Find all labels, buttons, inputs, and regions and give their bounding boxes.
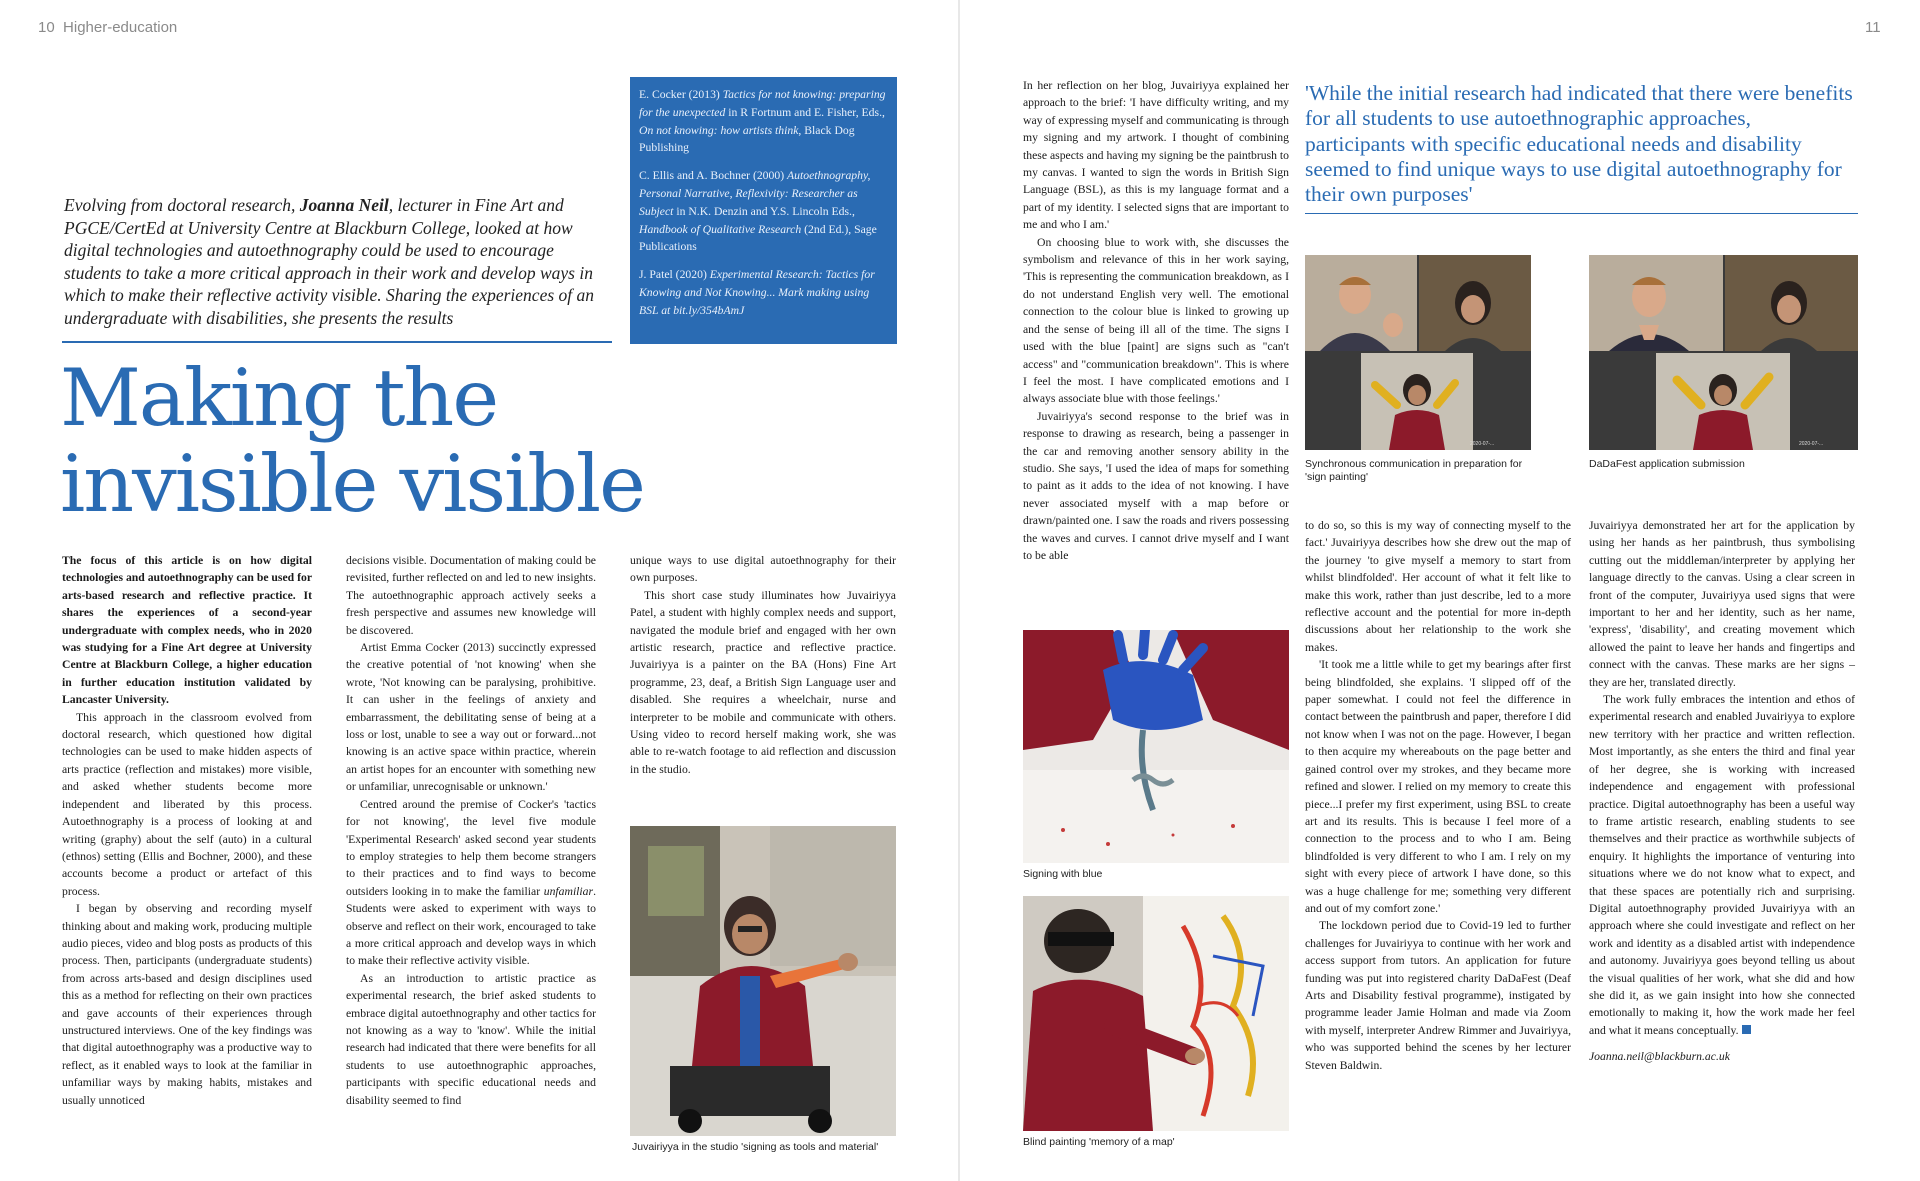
body-column-1	[62, 552, 312, 1109]
blind-painting-photo	[1023, 896, 1289, 1131]
body-paragraph: This short case study illuminates how Juvairiyya Patel, a student with highly complex needs and support, navigated the module brief and engaged with her own artistic research, practice and reflective practice. Juvairiyya is a painter on the BA (Hons) Fine Art programme, 23, deaf, a British Sign Language user and disabled. She requires a wheelchair, nurse and interpreter to be mobile and communicate with others. Using video to record herself making work, she was able to re-watch footage to aid reflection and discussion in the studio.	[630, 588, 896, 776]
signing-blue-caption: Signing with blue	[1023, 868, 1103, 880]
reference-item: C. Ellis and A. Bochner (2000) Autoethnography, Personal Narrative, Reflexivity: Researcher as Subject in N.K. Denzin and Y.S. Lincoln Eds., Handbook of Qualitative Research (2nd Ed.), Sage Publications	[639, 169, 877, 254]
body-column-3	[630, 552, 896, 778]
body-paragraph: As an introduction to artistic practice as experimental research, the brief asked students to embrace digital autoethnography and other tactics for not knowing as a way to 'know'. While the initial research had indicated that there were benefits for all students to use autoethnographic approaches, participants with specific educational needs and disability seemed to find	[346, 971, 596, 1107]
reference-item: J. Patel (2020) Experimental Research: Tactics for Knowing and Not Knowing... Mark making using BSL at bit.ly/354bAmJ	[639, 268, 875, 317]
studio-photo	[630, 826, 896, 1136]
end-mark-icon	[1742, 1025, 1751, 1034]
page-number-left: 10	[38, 19, 55, 36]
body-paragraph: to do so, so this is my way of connecting myself to the fact.' Juvairiyya describes how she drew out the map of the journey 'to give myself a memory to start from whilst blindfolded'. Her account of what it felt like to make this work, rather than just describe, led to a more reflective account and the potential for more in-depth discussions about her relationship to the work she makes.	[1305, 519, 1571, 654]
quote-rule	[1305, 213, 1858, 214]
zoom-photo-2	[1589, 255, 1858, 450]
body-paragraph: I began by observing and recording myself thinking about and making work, producing multiple audio pieces, video and blog posts as products of this process. Then, participants (undergraduate students) from across arts-based and design disciplines used this as a method for reflecting on their own practices and gave accounts of their experiences through unstructured interviews. One of the key findings was that digital autoethnography was a productive way to reflect, as it enabled ways to look at the familiar in unfamiliar ways by making habits, mistakes and usually unnoticed	[62, 902, 312, 1107]
intro-text-2: , lecturer in Fine Art and PGCE/CertEd at University Centre at Blackburn College, looked at how digital technologies and autoethnography could be used to encourage students to take a more critical approach in their work and develop ways in which to make their reflective activity visible. Sharing the experiences of an undergraduate with disabilities, she presents the results	[64, 195, 595, 328]
folio-right: 11	[1865, 19, 1881, 36]
body-paragraph: Juvairiyya's second response to the brief was in response to drawing as research, being a passenger in the car and removing another sensory ability in the studio. She says, 'I used the idea of maps for something to paint as it adds to the idea of not knowing. I have never associated myself with a map before or drawn/painted one. I saw the roads and rivers possessing the waves and curves. I cannot drive myself and I want to be able	[1023, 409, 1289, 562]
zoom-timestamp: 2020-07-...	[1799, 441, 1824, 447]
zoom-photo-1	[1305, 255, 1531, 450]
headline-rule	[62, 341, 612, 343]
zoom-timestamp: 2020-07-...	[1470, 441, 1495, 447]
body-paragraph: The lockdown period due to Covid-19 led to further challenges for Juvairiyya to continue with her work and access support from tutors. An application for future funding was put into registered charity DaDaFest (Deaf Arts and Disability festival programme), instigated by programme leader Jamie Holman and made via Zoom with myself, interpreter Andrew Rimmer and Juvairiyya, who was supported behind the scenes by her lecturer Steven Baldwin.	[1305, 919, 1571, 1072]
body-paragraph: Centred around the premise of Cocker's 'tactics for not knowing', the level five module 'Experimental Research' asked second year students to employ strategies to help them become strangers to their practices and to find ways to become outsiders looking in to make the familiar unfamiliar. Students were asked to experiment with ways to observe and reflect on their work, encouraged to take a more critical approach and develop ways in which to make their reflective activity visible.	[346, 797, 596, 968]
zoom-photo-1-caption: Synchronous communication in preparation for 'sign painting'	[1305, 458, 1523, 483]
body-paragraph: Juvairiyya demonstrated her art for the application by using her hands as her paintbrush, thus symbolising cutting out the middleman/interpreter by applying her language directly to the canvas. Using a clear screen in front of the computer, Juvairiyya used signs that were important to her and her identity, such as her name, 'express', 'disability', and creating movement which allowed the paint to leave her hands and fingertips and connect with the canvas. These marks are her signs – they are her, translated directly.	[1589, 519, 1855, 689]
body-column-4	[1023, 77, 1289, 564]
body-column-2	[346, 552, 596, 1109]
body-paragraph: The work fully embraces the intention and ethos of experimental research and enabled Juvairiyya to explore new territory with her practice and written reflection. Most importantly, as she enters the third and final year of her degree, she is working with increased independence and engagement with professional practice. Digital autoethnography has been a useful way to frame artistic research, enabling students to see themselves and their practice as worthwhile subjects of enquiry. It highlights the importance of venturing into situations where we do not know what to expect, and that these spaces are potentially rich and surprising. Digital autoethnography provided Juvairiyya with an approach where she could investigate and reflect on her work and identity as a disabled artist with independence and autonomy. Juvairiyya goes beyond telling us about the visual qualities of her work, what she did and how she did it, as we gain insight into how she connected emotionally to making it, how the work made her feel and what it means conceptually.	[1589, 693, 1855, 1037]
references-box	[630, 77, 897, 344]
body-paragraph: This approach in the classroom evolved from doctoral research, which questioned how digital technologies can be used to make hidden aspects of arts practice (reflection and mistakes) more visible, and asked whether students become more independent and liberated by this process. Autoethnography is a process of looking at and writing (graphy) about the self (auto) in a cultural (ethnos) setting (Ellis and Bochner, 2000), and these accounts become a product or artefact of this process.	[62, 710, 312, 898]
intro-text-1: Evolving from doctoral research,	[64, 195, 300, 215]
body-paragraph: decisions visible. Documentation of making could be revisited, further reflected on and led to new insights. The autoethnographic approach actively seeks a fresh perspective and assumes new knowledge will be discovered.	[346, 554, 596, 637]
signing-blue-photo	[1023, 630, 1289, 863]
right-page	[960, 0, 1920, 1181]
reference-item: E. Cocker (2013) Tactics for not knowing: preparing for the unexpected in R Fortnum and E. Fisher, Eds., On not knowing: how artists think, Black Dog Publishing	[639, 88, 886, 155]
folio-left	[38, 19, 177, 36]
pull-quote: 'While the initial research had indicated that there were benefits for all students to use autoethnographic approaches, participants with specific educational needs and disability seemed to find unique ways to use digital autoethnography for their own purposes'	[1305, 81, 1853, 207]
body-paragraph: On choosing blue to work with, she discusses the symbolism and relevance of this in her work saying, 'This is representing the communication breakdown, as I do not understand English very well. The emotional connection to the colour blue is linked to growing up and the sense of being ill all of the time. The signs I used with the blue [paint] are signs such as "can't access" and "communication breakdown". This is where I feel the most. I have complicated emotions and I always associate blue with those feelings.'	[1023, 235, 1289, 406]
body-paragraph: 'It took me a little while to get my bearings after first being blindfolded, she explains. 'I slipped off of the paper somewhat. I could not feel the difference in contact between the paintbrush and paper, therefore I did not know when I was not on the page. However, I began to then acquire my whereabouts on the page better and gained control over my strokes, and they became more refined and slower. I relied on my memory to create this piece...I prefer my first experiment, using BSL to create art and its results. This is because I feel more of a connection to the process and to who I am. Being blindfolded is very different to who I am. I rely on my sight with every piece of artwork I have done, so this was a huge challenge for me; something very different and out of my comfort zone.'	[1305, 658, 1571, 915]
section-label: Higher-education	[63, 19, 178, 36]
body-column-5	[1305, 517, 1571, 1074]
author-email: Joanna.neil@blackburn.ac.uk	[1589, 1050, 1730, 1064]
body-paragraph: Artist Emma Cocker (2013) succinctly expressed the creative potential of 'not knowing' when she wrote, 'Not knowing can be paralysing, prohibitive. It can usher in the feelings of anxiety and embarrassment, the debilitating sense of being at a loss or lost, unable to see a way out or forward...not knowing is an active space within practice, wherein an artist hopes for an encounter with something new or unfamiliar, unrecognisable or unknown.'	[346, 641, 596, 794]
blind-painting-caption: Blind painting 'memory of a map'	[1023, 1136, 1175, 1148]
left-page	[0, 0, 958, 1181]
body-paragraph: In her reflection on her blog, Juvairiyya explained her approach to the brief: 'I have difficulty writing, and my way of expressing myself and communicating is through my signing and my artwork. I thought of combining these aspects and having my signing be the paintbrush to my canvas. I wanted to sign the words in British Sign Language (BSL), as this is my language format and a part of my identity. I selected signs that are important to me and who I am.'	[1023, 79, 1289, 232]
intro-standfirst	[64, 194, 610, 330]
body-column-6	[1589, 517, 1855, 1066]
lead-paragraph: The focus of this article is on how digital technologies and autoethnography can be used for arts-based research and reflective practice. It shares the experiences of a second-year undergraduate with complex needs, who in 2020 was studying for a Fine Art degree at University Centre at Blackburn College, a higher education in further education institution validated by Lancaster University.	[62, 554, 313, 707]
zoom-photo-2-caption: DaDaFest application submission	[1589, 458, 1745, 470]
studio-photo-caption: Juvairiyya in the studio 'signing as tools and material'	[632, 1141, 879, 1153]
headline-line-1: Making the	[60, 352, 498, 444]
body-paragraph: unique ways to use digital autoethnography for their own purposes.	[630, 554, 896, 585]
headline-line-2: invisible visible	[60, 438, 644, 530]
intro-author: Joanna Neil	[299, 195, 389, 215]
headline	[60, 352, 660, 530]
